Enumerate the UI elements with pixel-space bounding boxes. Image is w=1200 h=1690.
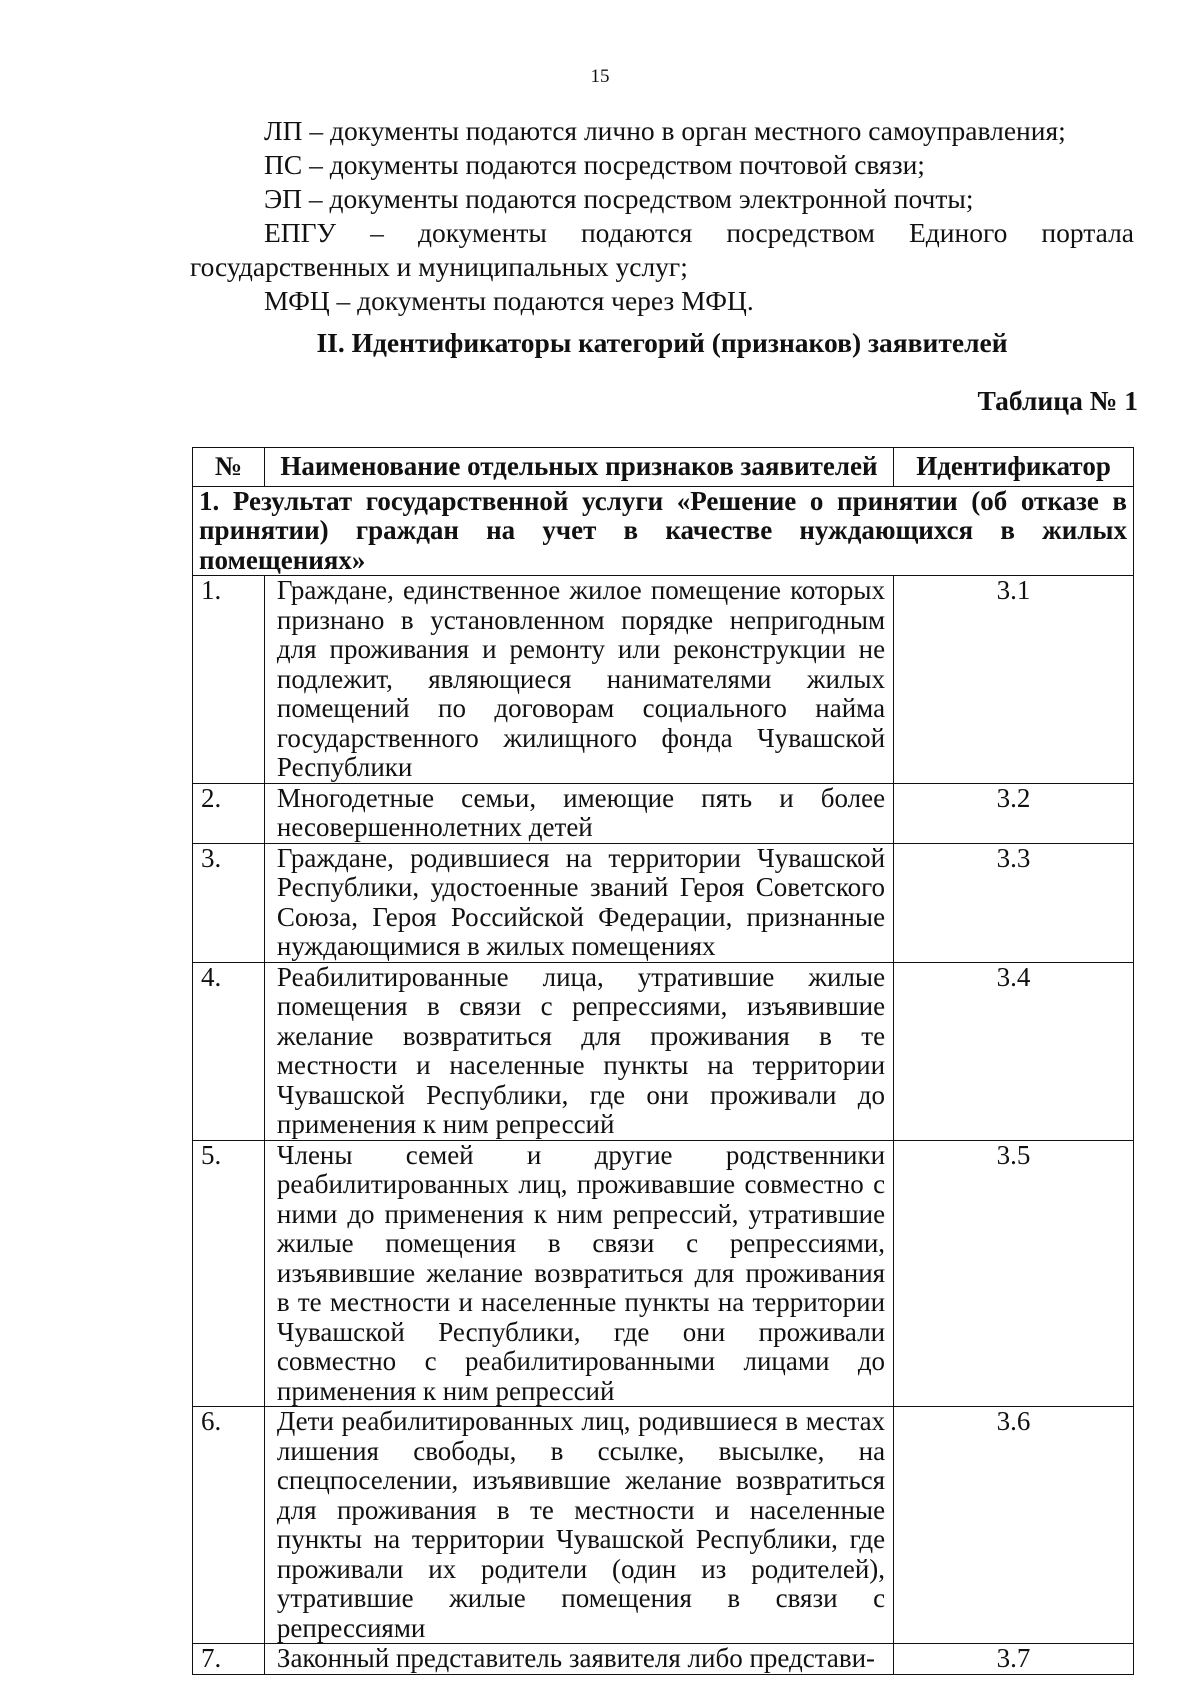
row-name: Реабилитированные лица, утратившие жилые помещения в связи с репрессиями, изъявившие желание возвратиться для проживания в те местности и населенные пункты на территории Чувашской Республики, где они проживали до применения к ним репрессий	[264, 962, 893, 1140]
row-name: Граждане, единственное жилое помещение которых признано в установленном порядке непригодным для проживания и ремонту или реконструкции не подлежит, являющиеся нанимателями жилых помещений по договорам социального найма государственного жилищного фонда Чувашской Республики	[264, 576, 893, 784]
table-header-row	[193, 448, 1134, 487]
table-row	[193, 843, 1134, 962]
row-number: 6.	[193, 1407, 265, 1644]
row-identifier: 3.1	[894, 576, 1134, 784]
row-name: Законный представитель заявителя либо представи-	[264, 1644, 893, 1675]
row-number: 7.	[193, 1644, 265, 1675]
abbreviation-mfc: МФЦ – документы подаются через МФЦ.	[264, 285, 754, 316]
abbreviation-list	[190, 114, 1134, 318]
table-row	[193, 962, 1134, 1140]
row-number: 3.	[193, 843, 265, 962]
table-row	[193, 783, 1134, 843]
row-identifier: 3.5	[894, 1140, 1134, 1407]
row-identifier: 3.7	[894, 1644, 1134, 1675]
row-identifier: 3.3	[894, 843, 1134, 962]
row-number: 2.	[193, 783, 265, 843]
header-number: №	[193, 448, 265, 487]
table-group-row	[193, 486, 1134, 576]
table-row	[193, 1140, 1134, 1407]
table-row	[193, 1407, 1134, 1644]
row-number: 1.	[193, 576, 265, 784]
applicant-identifiers-table	[192, 447, 1134, 1675]
abbreviation-ep: ЭП – документы подаются посредством электронной почты;	[264, 183, 974, 214]
group-title: 1. Результат государственной услуги «Решение о принятии (об отказе в принятии) граждан на учет в качестве нуждающихся в жилых помещениях»	[193, 486, 1134, 576]
abbreviation-epgu: ЕПГУ – документы подаются посредством Единого портала государственных и муниципальных услуг;	[190, 217, 1134, 282]
row-number: 4.	[193, 962, 265, 1140]
row-number: 5.	[193, 1140, 265, 1407]
abbreviation-lp: ЛП – документы подаются лично в орган местного самоуправления;	[264, 115, 1066, 146]
table-row	[193, 576, 1134, 784]
row-name: Граждане, родившиеся на территории Чувашской Республики, удостоенные званий Героя Советского Союза, Героя Российской Федерации, признанные нуждающимися в жилых помещениях	[264, 843, 893, 962]
header-name: Наименование отдельных признаков заявителей	[264, 448, 893, 487]
row-name: Дети реабилитированных лиц, родившиеся в местах лишения свободы, в ссылке, высылке, на спецпоселении, изъявившие желание возвратиться для проживания в те местности и населенные пункты на территории Чувашской Республики, где проживали их родители (один из родителей), утратившие жилые помещения в связи с репрессиями	[264, 1407, 893, 1644]
table-row	[193, 1644, 1134, 1675]
row-name: Члены семей и другие родственники реабилитированных лиц, проживавшие совместно с ними до применения к ним репрессий, утратившие жилые помещения в связи с репрессиями, изъявившие желание возвратиться для проживания в те местности и населенные пункты на территории Чувашской Республики, где они проживали совместно с реабилитированными лицами до применения к ним репрессий	[264, 1140, 893, 1407]
row-identifier: 3.6	[894, 1407, 1134, 1644]
table-caption: Таблица № 1	[977, 385, 1138, 416]
row-identifier: 3.2	[894, 783, 1134, 843]
section-heading: II. Идентификаторы категорий (признаков) заявителей	[316, 327, 1008, 358]
header-identifier: Идентификатор	[894, 448, 1134, 487]
page-number: 15	[590, 66, 610, 87]
row-name: Многодетные семьи, имеющие пять и более несовершеннолетних детей	[264, 783, 893, 843]
row-identifier: 3.4	[894, 962, 1134, 1140]
abbreviation-ps: ПС – документы подаются посредством почтовой связи;	[264, 149, 925, 180]
